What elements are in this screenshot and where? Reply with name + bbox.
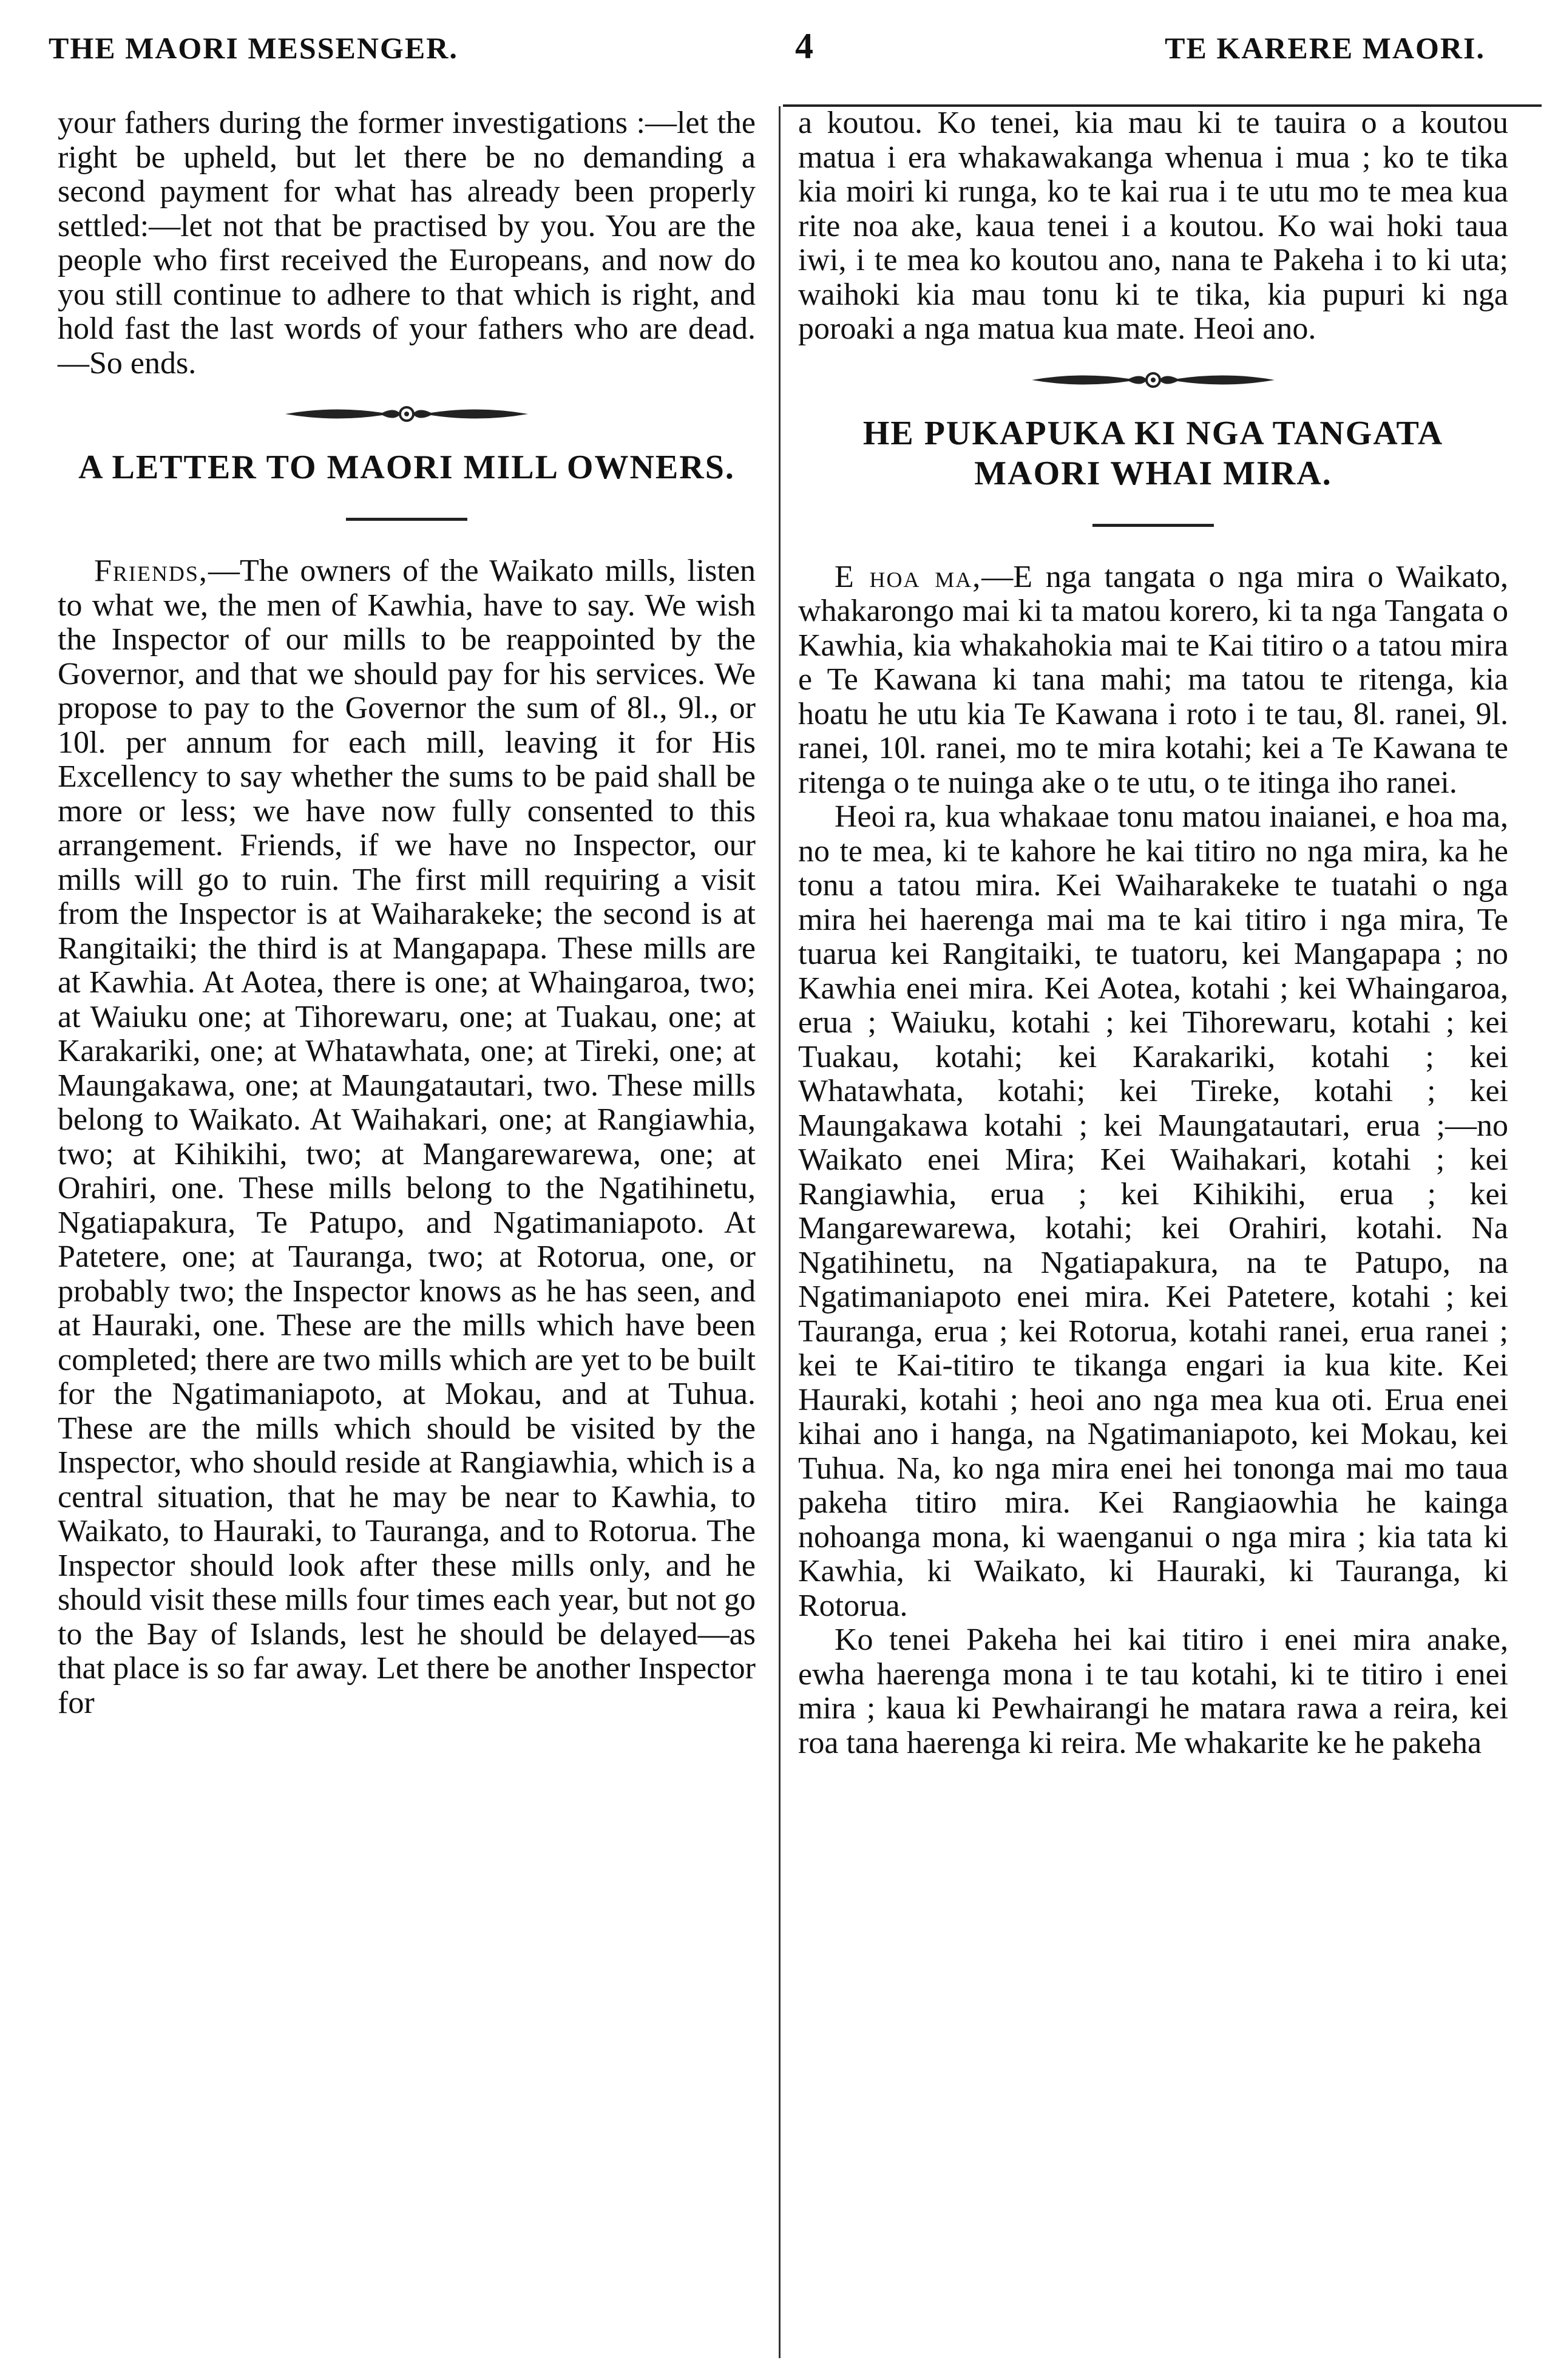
article-title: A LETTER TO MAORI MILL OWNERS.	[78, 449, 735, 486]
page-number: 4	[795, 26, 815, 66]
letter-body: —The owners of the Waikato mills, listen to what we, the men of Kawhia, have to say. We wish the Inspector of our mills to be reappointed by the Governor, and that we should pay for his services. We propose to pay to the Governor the sum of 8l., 9l., or 10l. per annum for each mill, leaving it for His Excellency to say whether the sums to be paid shall be more or less; we have now fully consented to this arrangement. Friends, if we have no Inspector, our mills will go to ruin. The first mill requiring a visit from the Inspector is at Waiharakeke; the second is at Rangitaiki; the third is at Mangapapa. These mills are at Kawhia. At Aotea, there is one; at Whaingaroa, two; at Waiuku one; at Tihorewaru, one; at Tuakau, one; at Karakariki, one; at Whatawhata, one; at Tireki, one; at Maungakawa, one; at Maungatautari, two. These mills belong to Waikato. At Waihakari, one; at Rangiawhia, two; at Kihikihi, two; at Mangarewarewa, one; at Orahiri, one. These mills belong to the Ngatihinetu, Ngatiapakura, Te Patupo, and Ngatimaniapoto. At Patetere, one; at Tauranga, two; at Rotorua, one, or probably two; the Inspector knows as he has seen, and at Hauraki, one. These are the mills which have been completed; there are two mills which are yet to be built for the Ngatimaniapoto, at Mokau, and at Tuhua. These are the mills which should be visited by the Inspector, who should reside at Rangiawhia, which is a central situation, that he may be near to Kawhia, to Waikato, to Hauraki, to Tauranga, and to Rotorua. The Inspector should look after these mills only, and he should visit these mills four times each year, but not go to the Bay of Islands, lest he should be delayed—as that place is so far away. Let there be another Inspector for	[58, 554, 756, 1720]
salutation: Friends,	[94, 554, 208, 588]
title-rule	[346, 518, 467, 521]
body-paragraph: Ko tenei Pakeha hei kai titiro i enei mira anake, ewha haerenga mona i te tau kotahi, ki te titiro i enei mira ; kaua ki Pewhairangi he matara rawa a reira, kei roa tana haerenga ki reira. Me whakarite ke he pakeha	[798, 1622, 1508, 1760]
maori-column	[798, 106, 1508, 1760]
article-title: HE PUKAPUKA KI NGA TANGATA MAORI WHAI MIRA.	[862, 414, 1444, 492]
running-head	[49, 18, 1509, 73]
column-divider	[779, 106, 781, 2358]
english-column	[58, 106, 756, 1720]
scroll-ornament-icon	[58, 381, 756, 447]
letter-paragraph	[798, 560, 1508, 801]
continuation-paragraph: your fathers during the former investigations :—let the right be upheld, but let there be no demanding a second payment for what has already been properly settled:—let not that be practised by you. You are the people who first received the Europeans, and now do you still continue to adhere to that which is right, and hold fast the last words of your fathers who are dead.—So ends.	[58, 106, 756, 381]
continuation-paragraph: a koutou. Ko tenei, kia mau ki te tauira o a koutou matua i era whakawakanga whenua i mua ; ko te tika kia moiri ki runga, ko te kai rua i te utu mo te mea kua rite noa ake, kaua tenei i a koutou. Ko wai hoki taua iwi, i te mea ko koutou ano, nana te Pakeha i to ki uta; waihoki kia mau tonu ki te tika, kia pupuri ki nga poroaki a nga matua kua mate. Heoi ano.	[798, 106, 1508, 346]
scroll-ornament-icon	[798, 347, 1508, 413]
body-paragraph: Heoi ra, kua whakaae tonu matou inaianei, e hoa ma, no te mea, ki te kahore he kai titiro no nga mira, ka he tonu a tatou mira. Kei Waiharakeke te tuatahi o nga mira hei haerenga mai ma te kai titiro i nga mira, Te tuarua kei Rangitaiki, te tuatoru, kei Mangapapa ; no Kawhia enei mira. Kei Aotea, kotahi ; kei Whaingaroa, erua ; Waiuku, kotahi ; kei Tihorewaru, kotahi ; kei Tuakau, kotahi; kei Karakariki, kotahi ; kei Whatawhata, kotahi; kei Tireke, kotahi ; kei Maungakawa kotahi ; kei Maungatautari, erua ;—no Waikato enei Mira; Kei Waihakari, kotahi ; kei Rangiawhia, erua ; kei Kihikihi, erua ; kei Mangarewarewa, kotahi; kei Orahiri, kotahi. Na Ngatihinetu, na Ngatiapakura, na te Patupo, na Ngatimaniapoto enei mira. Kei Patetere, kotahi ; kei Tauranga, erua ; kei Rotorua, kotahi ranei, erua ranei ; kei te Kai-titiro te tikanga engari ia kua kite. Kei Hauraki, kotahi ; heoi ano nga mea kua oti. Erua enei kihai ano i hanga, na Ngatimaniapoto, kei Mokau, kei Tuhua. Na, ko nga mira enei hei tononga mai mo taua pakeha titiro mira. Kei Rangiaowhia he kainga nohoanga mona, ki waenganui o nga mira ; kia tata ki Kawhia, ki Waikato, ki Hauraki, ki Tauranga, ki Rotorua.	[798, 799, 1508, 1623]
title-rule	[1092, 524, 1214, 527]
letter-paragraph	[58, 554, 756, 1720]
english-masthead: THE MAORI MESSENGER.	[49, 31, 458, 65]
salutation: E hoa ma,	[835, 559, 982, 594]
maori-masthead: TE KARERE MAORI.	[1165, 31, 1485, 65]
letter-body: —E nga tangata o nga mira o Waikato, whakarongo mai ki ta matou korero, ki ta nga Tangata o Kawhia, kia whakahokia mai te Kai titiro o a tatou mira e Te Kawana ki tana mahi; ma tatou te ritenga, kia hoatu he utu kia Te Kawana i roto i te tau, 8l. ranei, 9l. ranei, 10l. ranei, mo te mira kotahi; kei a Te Kawana te ritenga o te nuinga ake o te utu, o te itinga iho ranei.	[798, 559, 1509, 800]
